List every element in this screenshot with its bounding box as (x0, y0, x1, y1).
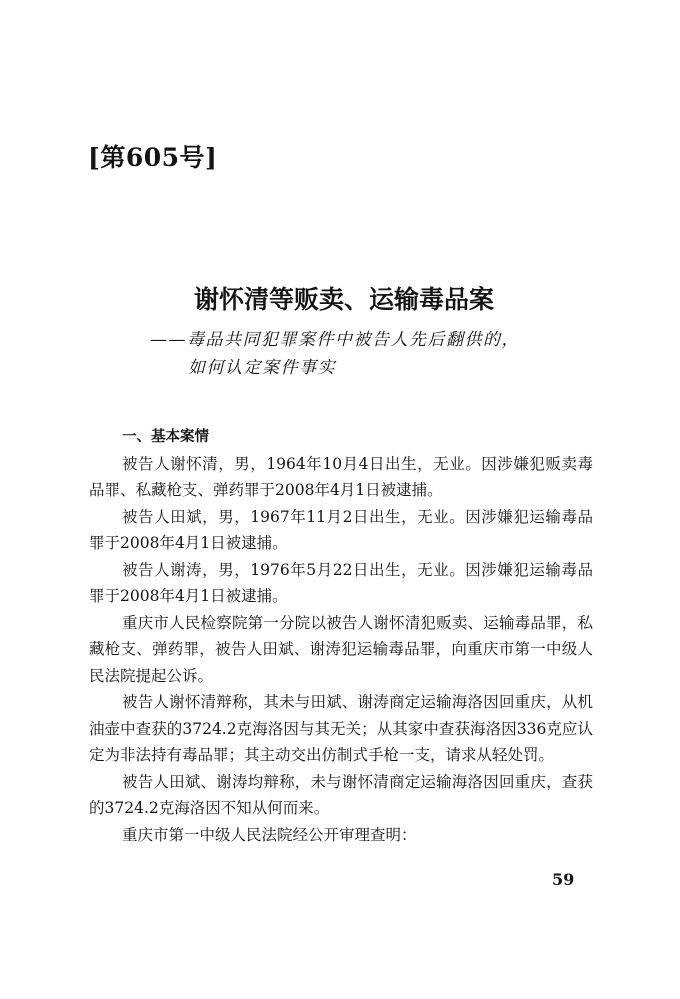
case-subtitle (150, 326, 570, 382)
paragraph: 重庆市第一中级人民法院经公开审理查明： (122, 825, 417, 844)
subtitle-line: ——毒品共同犯罪案件中被告人先后翻供的， (150, 330, 520, 350)
case-number: [第605号] (88, 143, 218, 172)
paragraph: 被告人谢怀清，男，1964年10月4日出生，无业。因涉嫌犯贩卖毒品罪、私藏枪支、弹药罪于2008年4月1日被逮捕。 (89, 454, 593, 499)
paragraph: 被告人谢涛，男，1976年5月22日出生，无业。因涉嫌犯运输毒品罪于2008年4月1日被逮捕。 (89, 560, 593, 605)
paragraph: 被告人田斌，男，1967年11月2日出生，无业。因涉嫌犯运输毒品罪于2008年4月1日被逮捕。 (89, 507, 593, 552)
paragraph: 被告人谢怀清辩称，其未与田斌、谢涛商定运输海洛因回重庆，从机油壶中查获的3724.2克海洛因与其无关；从其家中查获海洛因336克应认定为非法持有毒品罪；其主动交出仿制式手枪一支，请求从轻处罚。 (89, 693, 593, 764)
paragraph: 重庆市人民检察院第一分院以被告人谢怀清犯贩卖、运输毒品罪，私藏枪支、弹药罪，被告人田斌、谢涛犯运输毒品罪，向重庆市第一中级人民法院提起公诉。 (89, 613, 593, 685)
paragraph: 被告人田斌、谢涛均辩称，未与谢怀清商定运输海洛因回重庆，查获的3724.2克海洛因不知从何而来。 (89, 772, 593, 817)
case-title: 谢怀清等贩卖、运输毒品案 (193, 285, 494, 314)
section-heading: 一、基本案情 (122, 429, 209, 445)
subtitle-line: 如何认定案件事实 (188, 358, 336, 378)
case-body (89, 424, 593, 848)
page-number: 59 (552, 870, 575, 889)
